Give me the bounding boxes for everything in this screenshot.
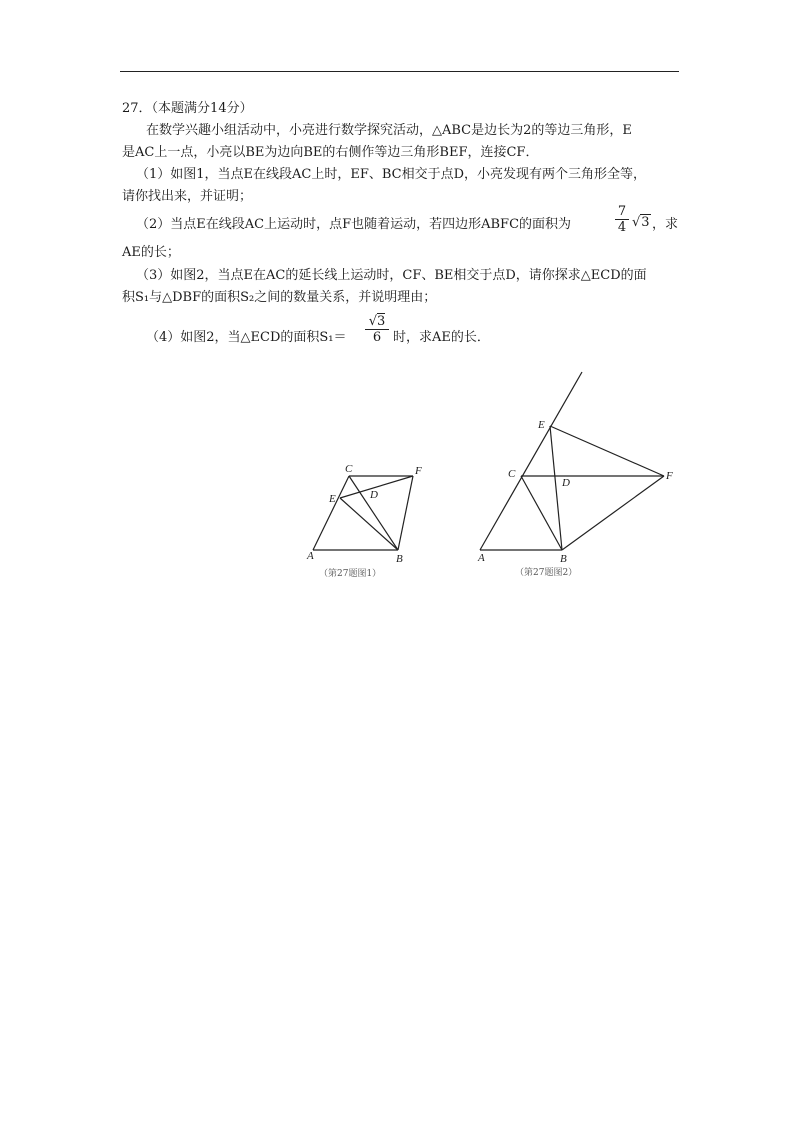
top-rule — [120, 71, 679, 72]
q2-sqrt-radicand: 3 — [641, 215, 650, 230]
question-2-line-2: AE的长； — [122, 245, 180, 260]
q2-fraction — [615, 204, 629, 235]
intro-line-1: 在数学兴趣小组活动中，小亮进行数学探究活动，△ABC是边长为2的等边三角形，E — [146, 123, 632, 138]
q2-sqrt: √3 — [632, 215, 650, 230]
question-1-line-2: 请你找出来，并证明； — [122, 189, 253, 204]
fig2-label-F: F — [666, 470, 673, 482]
fig1-label-C: C — [345, 463, 353, 475]
question-3-line-1: （3）如图2，当点E在AC的延长线上运动时，CF、BE相交于点D，请你探求△ECD的面 — [136, 268, 647, 283]
fig1-label-F: F — [415, 465, 422, 477]
figure-1-lines — [313, 476, 413, 550]
segment-AC — [313, 476, 349, 550]
figure-2-caption: （第27题图2） — [515, 568, 578, 578]
segment-EF — [550, 426, 664, 476]
question-1-line-1: （1）如图1，当点E在线段AC上时，EF、BC相交于点D，小亮发现有两个三角形全等， — [136, 167, 647, 182]
figure-1-caption: （第27题图1） — [319, 569, 382, 579]
question-4-line: （4）如图2，当△ECD的面积S₁＝ — [146, 330, 347, 345]
q2-fraction-numerator: 7 — [617, 204, 627, 219]
figure-1 — [305, 458, 435, 583]
ray-AC-extended — [480, 372, 582, 550]
q2-fraction-denominator: 4 — [615, 219, 629, 235]
q4-numerator-radicand: 3 — [377, 314, 386, 329]
q4-fraction — [365, 314, 389, 345]
segment-BF — [562, 476, 664, 550]
fig2-label-E: E — [538, 419, 545, 431]
fig2-label-C: C — [508, 468, 516, 480]
fig1-label-E: E — [329, 493, 336, 505]
intro-line-2: 是AC上一点，小亮以BE为边向BE的右侧作等边三角形BEF，连接CF． — [122, 145, 539, 160]
fig1-label-B: B — [396, 553, 403, 565]
question-2-line-1: （2）当点E在线段AC上运动时，点F也随着运动，若四边形ABFC的面积为 — [136, 217, 572, 232]
fig2-label-A: A — [478, 552, 485, 564]
q4-fraction-numerator: √3 — [368, 314, 386, 329]
fig2-label-D: D — [562, 477, 570, 489]
segment-FB — [398, 476, 413, 550]
question-3-line-2: 积S₁与△DBF的面积S₂之间的数量关系，并说明理由； — [122, 290, 437, 305]
figure-2 — [470, 368, 685, 583]
question-2-tail: ，求 — [652, 217, 679, 232]
fig1-label-D: D — [370, 489, 378, 501]
q4-fraction-denominator: 6 — [365, 329, 389, 345]
question-4-tail: 时，求AE的长． — [393, 330, 490, 345]
fig2-label-B: B — [560, 553, 567, 565]
figure-2-lines — [480, 372, 664, 550]
problem-number: 27．（本题满分14分） — [122, 101, 253, 116]
fig1-label-A: A — [307, 550, 314, 562]
